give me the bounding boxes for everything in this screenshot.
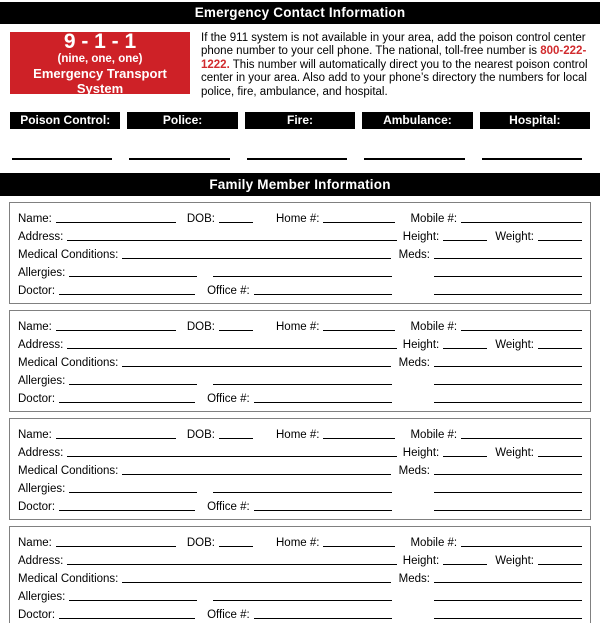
doctor-blank-line xyxy=(59,294,195,295)
mobile-phone-blank-line xyxy=(461,546,582,547)
weight-label: Weight: xyxy=(495,555,534,568)
contact-col-fire xyxy=(245,112,355,160)
name-label: Name: xyxy=(18,213,52,226)
meds-label: Meds: xyxy=(398,357,430,370)
meds-blank-line xyxy=(434,582,582,583)
police-blank-line xyxy=(129,158,229,160)
dob-blank-line xyxy=(219,222,253,223)
home-phone-blank-line xyxy=(323,222,395,223)
allergies-row xyxy=(18,370,582,388)
intro-section xyxy=(10,32,590,99)
doctor-blank-line xyxy=(59,510,195,511)
medical-conditions-blank-line xyxy=(122,366,390,367)
meds-continuation-line-1 xyxy=(434,600,582,601)
allergies-label: Allergies: xyxy=(18,375,66,388)
office-phone-label: Office #: xyxy=(207,285,250,298)
doctor-row xyxy=(18,280,582,298)
allergies-continuation-line xyxy=(213,384,392,385)
name-label: Name: xyxy=(18,537,52,550)
meds-blank-line xyxy=(434,258,582,259)
medical-conditions-blank-line xyxy=(122,258,390,259)
name-row xyxy=(18,316,582,334)
office-phone-blank-line xyxy=(254,510,392,511)
emergency-header-bar xyxy=(0,2,600,24)
meds-continuation-line-1 xyxy=(434,276,582,277)
office-phone-blank-line xyxy=(254,402,392,403)
emergency-contacts-row xyxy=(10,112,590,160)
contact-col-hospital xyxy=(480,112,590,160)
nine-one-one-subtitle: (nine, one, one) xyxy=(57,53,143,65)
meds-continuation-line-2 xyxy=(434,294,582,295)
medical-conditions-label: Medical Conditions: xyxy=(18,573,119,586)
contact-col-poison-control xyxy=(10,112,120,160)
meds-blank-line xyxy=(434,366,582,367)
medical-conditions-label: Medical Conditions: xyxy=(18,249,119,262)
family-member-block xyxy=(9,310,591,412)
weight-blank-line xyxy=(538,348,582,349)
dob-blank-line xyxy=(219,546,253,547)
address-blank-line xyxy=(67,240,396,241)
instructions-paragraph xyxy=(201,32,590,99)
weight-label: Weight: xyxy=(495,339,534,352)
home-phone-blank-line xyxy=(323,546,395,547)
address-row xyxy=(18,550,582,568)
allergies-row xyxy=(18,586,582,604)
family-member-block xyxy=(9,418,591,520)
name-blank-line xyxy=(56,330,176,331)
family-member-block xyxy=(9,202,591,304)
office-phone-blank-line xyxy=(254,294,392,295)
name-row xyxy=(18,532,582,550)
dob-label: DOB: xyxy=(186,321,215,334)
allergies-label: Allergies: xyxy=(18,267,66,280)
meds-label: Meds: xyxy=(398,249,430,262)
instructions-text-after: This number will automatically direct you to the nearest poison control center in your area. Also add to your phone’s directory the numbers for local police, fire, ambulance, and hospital. xyxy=(201,58,588,98)
allergies-blank-line xyxy=(69,384,197,385)
medical-conditions-label: Medical Conditions: xyxy=(18,465,119,478)
office-phone-label: Office #: xyxy=(207,609,250,622)
doctor-row xyxy=(18,496,582,514)
name-blank-line xyxy=(56,546,176,547)
page-title: Emergency Contact Information xyxy=(194,5,406,20)
contact-col-police xyxy=(127,112,237,160)
medical-conditions-row xyxy=(18,352,582,370)
address-label: Address: xyxy=(18,231,64,244)
dob-label: DOB: xyxy=(186,429,215,442)
weight-blank-line xyxy=(538,564,582,565)
hospital-blank-line xyxy=(482,158,582,160)
address-blank-line xyxy=(67,564,396,565)
meds-continuation-line-2 xyxy=(434,402,582,403)
address-blank-line xyxy=(67,348,396,349)
poison-control-label-box: Poison Control: xyxy=(10,112,120,129)
address-row xyxy=(18,226,582,244)
allergies-row xyxy=(18,478,582,496)
police-label-box: Police: xyxy=(127,112,237,129)
home-phone-blank-line xyxy=(323,438,395,439)
medical-conditions-row xyxy=(18,244,582,262)
home-phone-label: Home #: xyxy=(276,213,320,226)
name-label: Name: xyxy=(18,429,52,442)
doctor-label: Doctor: xyxy=(18,501,56,514)
mobile-phone-label: Mobile #: xyxy=(410,213,458,226)
mobile-phone-blank-line xyxy=(461,222,582,223)
name-row xyxy=(18,424,582,442)
nine-one-one-number: 9 - 1 - 1 xyxy=(63,30,137,53)
contact-col-ambulance xyxy=(362,112,472,160)
medical-conditions-label: Medical Conditions: xyxy=(18,357,119,370)
meds-blank-line xyxy=(434,474,582,475)
weight-blank-line xyxy=(538,456,582,457)
ambulance-label-box: Ambulance: xyxy=(362,112,472,129)
mobile-phone-blank-line xyxy=(461,330,582,331)
dob-label: DOB: xyxy=(186,537,215,550)
address-row xyxy=(18,442,582,460)
allergies-continuation-line xyxy=(213,600,392,601)
doctor-blank-line xyxy=(59,618,195,619)
height-blank-line xyxy=(443,456,487,457)
meds-label: Meds: xyxy=(398,465,430,478)
instructions-text-before: If the 911 system is not available in your area, add the poison control center phone number to your cell phone. The national, toll-free number is xyxy=(201,32,586,58)
home-phone-label: Home #: xyxy=(276,321,320,334)
ambulance-blank-line xyxy=(364,158,464,160)
mobile-phone-blank-line xyxy=(461,438,582,439)
allergies-label: Allergies: xyxy=(18,591,66,604)
height-label: Height: xyxy=(402,555,440,568)
allergies-continuation-line xyxy=(213,492,392,493)
dob-blank-line xyxy=(219,438,253,439)
home-phone-label: Home #: xyxy=(276,429,320,442)
height-blank-line xyxy=(443,564,487,565)
mobile-phone-label: Mobile #: xyxy=(410,321,458,334)
address-label: Address: xyxy=(18,447,64,460)
home-phone-blank-line xyxy=(323,330,395,331)
poison-control-blank-line xyxy=(12,158,112,160)
family-member-block xyxy=(9,526,591,623)
height-label: Height: xyxy=(402,447,440,460)
address-label: Address: xyxy=(18,339,64,352)
family-section-title: Family Member Information xyxy=(209,177,391,193)
height-blank-line xyxy=(443,240,487,241)
doctor-label: Doctor: xyxy=(18,393,56,406)
doctor-label: Doctor: xyxy=(18,609,56,622)
weight-blank-line xyxy=(538,240,582,241)
fire-blank-line xyxy=(247,158,347,160)
family-header-bar xyxy=(0,173,600,196)
name-blank-line xyxy=(56,222,176,223)
height-blank-line xyxy=(443,348,487,349)
allergies-row xyxy=(18,262,582,280)
weight-label: Weight: xyxy=(495,231,534,244)
height-label: Height: xyxy=(402,339,440,352)
allergies-blank-line xyxy=(69,276,197,277)
weight-label: Weight: xyxy=(495,447,534,460)
nine-one-one-caption: Emergency Transport System xyxy=(33,66,167,96)
doctor-label: Doctor: xyxy=(18,285,56,298)
mobile-phone-label: Mobile #: xyxy=(410,537,458,550)
doctor-blank-line xyxy=(59,402,195,403)
height-label: Height: xyxy=(402,231,440,244)
nine-one-one-box xyxy=(10,32,190,94)
allergies-label: Allergies: xyxy=(18,483,66,496)
home-phone-label: Home #: xyxy=(276,537,320,550)
meds-continuation-line-1 xyxy=(434,384,582,385)
dob-blank-line xyxy=(219,330,253,331)
allergies-continuation-line xyxy=(213,276,392,277)
meds-label: Meds: xyxy=(398,573,430,586)
office-phone-label: Office #: xyxy=(207,393,250,406)
meds-continuation-line-2 xyxy=(434,618,582,619)
name-blank-line xyxy=(56,438,176,439)
office-phone-blank-line xyxy=(254,618,392,619)
medical-conditions-blank-line xyxy=(122,582,390,583)
address-row xyxy=(18,334,582,352)
medical-conditions-row xyxy=(18,568,582,586)
medical-conditions-blank-line xyxy=(122,474,390,475)
address-blank-line xyxy=(67,456,396,457)
allergies-blank-line xyxy=(69,492,197,493)
medical-conditions-row xyxy=(18,460,582,478)
poison-control-phone-number: 800-222-1222. xyxy=(201,45,587,71)
doctor-row xyxy=(18,604,582,622)
mobile-phone-label: Mobile #: xyxy=(410,429,458,442)
address-label: Address: xyxy=(18,555,64,568)
meds-continuation-line-1 xyxy=(434,492,582,493)
meds-continuation-line-2 xyxy=(434,510,582,511)
name-row xyxy=(18,208,582,226)
name-label: Name: xyxy=(18,321,52,334)
doctor-row xyxy=(18,388,582,406)
fire-label-box: Fire: xyxy=(245,112,355,129)
dob-label: DOB: xyxy=(186,213,215,226)
family-blocks xyxy=(0,202,600,623)
office-phone-label: Office #: xyxy=(207,501,250,514)
hospital-label-box: Hospital: xyxy=(480,112,590,129)
allergies-blank-line xyxy=(69,600,197,601)
